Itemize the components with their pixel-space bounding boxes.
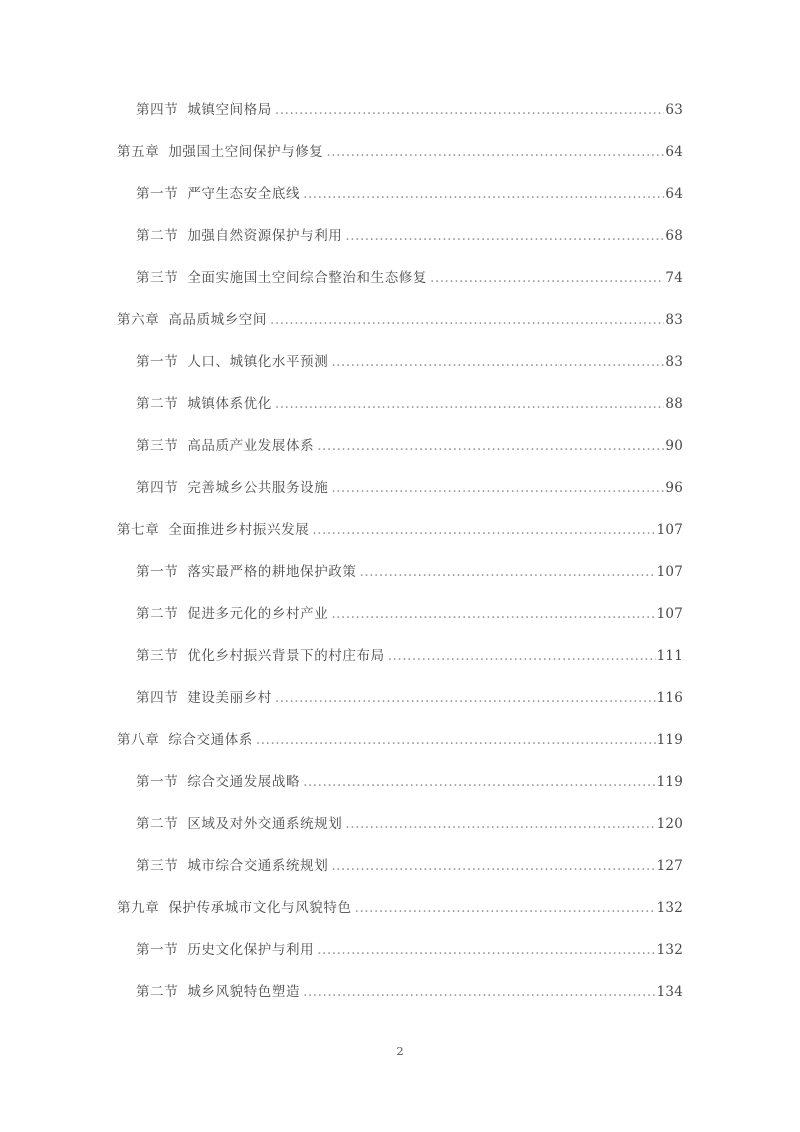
toc-entry-page-number: 68 xyxy=(665,228,683,244)
toc-entry-text xyxy=(136,938,314,958)
toc-entry-text xyxy=(136,224,342,244)
toc-entry-label: 第二节 xyxy=(136,984,179,1000)
toc-entry-page-number: 83 xyxy=(665,354,683,370)
toc-dot-leader xyxy=(275,692,656,706)
toc-entry-text xyxy=(117,308,267,328)
toc-entry-title: 城市综合交通系统规划 xyxy=(187,858,329,874)
toc-entry-label: 第九章 xyxy=(117,900,160,916)
toc-chapter-entry[interactable] xyxy=(117,728,683,770)
toc-dot-leader xyxy=(317,944,655,958)
toc-entry-page-number: 119 xyxy=(656,732,683,748)
toc-dot-leader xyxy=(317,440,664,454)
toc-section-entry[interactable] xyxy=(117,854,683,896)
toc-entry-text xyxy=(136,434,314,454)
toc-dot-leader xyxy=(331,860,655,874)
toc-entry-text xyxy=(136,560,357,580)
toc-section-entry[interactable] xyxy=(117,434,683,476)
toc-entry-page-number: 64 xyxy=(665,144,683,160)
toc-entry-label: 第三节 xyxy=(136,648,179,664)
toc-section-entry[interactable] xyxy=(117,392,683,434)
toc-dot-leader xyxy=(303,776,656,790)
toc-entry-label: 第二节 xyxy=(136,228,179,244)
toc-entry-title: 建设美丽乡村 xyxy=(187,690,272,706)
toc-entry-page-number: 111 xyxy=(656,648,683,664)
toc-entry-title: 城镇体系优化 xyxy=(187,396,272,412)
toc-section-entry[interactable] xyxy=(117,686,683,728)
toc-entry-text xyxy=(117,140,323,160)
toc-entry-label: 第一节 xyxy=(136,774,179,790)
toc-entry-text xyxy=(136,98,272,118)
toc-entry-title: 保护传承城市文化与风貌特色 xyxy=(168,900,352,916)
toc-entry-page-number: 107 xyxy=(656,564,683,580)
toc-entry-title: 历史文化保护与利用 xyxy=(187,942,315,958)
toc-section-entry[interactable] xyxy=(117,98,683,140)
toc-dot-leader xyxy=(275,104,664,118)
toc-entry-title: 城镇空间格局 xyxy=(187,102,272,118)
toc-dot-leader xyxy=(303,986,656,1000)
toc-entry-page-number: 120 xyxy=(656,816,683,832)
toc-dot-leader xyxy=(430,272,664,286)
toc-dot-leader xyxy=(355,902,656,916)
toc-entry-label: 第六章 xyxy=(117,312,160,328)
toc-dot-leader xyxy=(256,734,656,748)
toc-entry-title: 高品质城乡空间 xyxy=(168,312,268,328)
toc-entry-text xyxy=(136,812,342,832)
toc-entry-page-number: 127 xyxy=(656,858,683,874)
toc-entry-page-number: 63 xyxy=(665,102,683,118)
toc-dot-leader xyxy=(388,650,656,664)
table-of-contents xyxy=(117,98,683,1022)
toc-section-entry[interactable] xyxy=(117,266,683,308)
toc-entry-page-number: 132 xyxy=(656,900,683,916)
toc-entry-page-number: 96 xyxy=(665,480,683,496)
toc-section-entry[interactable] xyxy=(117,938,683,980)
toc-entry-title: 综合交通体系 xyxy=(168,732,253,748)
toc-entry-title: 严守生态安全底线 xyxy=(187,186,301,202)
toc-entry-text xyxy=(136,644,385,664)
toc-entry-page-number: 134 xyxy=(656,984,683,1000)
toc-section-entry[interactable] xyxy=(117,770,683,812)
toc-entry-page-number: 64 xyxy=(665,186,683,202)
toc-entry-text xyxy=(136,980,300,1000)
toc-entry-label: 第一节 xyxy=(136,564,179,580)
toc-dot-leader xyxy=(270,314,664,328)
toc-entry-text xyxy=(117,728,253,748)
footer-page-number: 2 xyxy=(396,1044,404,1058)
toc-entry-label: 第三节 xyxy=(136,270,179,286)
toc-entry-label: 第一节 xyxy=(136,942,179,958)
toc-entry-title: 高品质产业发展体系 xyxy=(187,438,315,454)
toc-entry-page-number: 83 xyxy=(665,312,683,328)
page-footer xyxy=(0,1044,800,1058)
toc-entry-label: 第四节 xyxy=(136,480,179,496)
toc-entry-title: 促进多元化的乡村产业 xyxy=(187,606,329,622)
toc-entry-label: 第三节 xyxy=(136,858,179,874)
toc-dot-leader xyxy=(303,188,664,202)
toc-dot-leader xyxy=(331,482,664,496)
toc-entry-title: 区域及对外交通系统规划 xyxy=(187,816,343,832)
toc-entry-title: 全面实施国土空间综合整治和生态修复 xyxy=(187,270,428,286)
toc-entry-title: 优化乡村振兴背景下的村庄布局 xyxy=(187,648,385,664)
toc-entry-text xyxy=(136,476,328,496)
toc-section-entry[interactable] xyxy=(117,350,683,392)
toc-entry-label: 第二节 xyxy=(136,396,179,412)
toc-entry-page-number: 74 xyxy=(665,270,683,286)
toc-entry-page-number: 116 xyxy=(656,690,683,706)
toc-entry-text xyxy=(117,518,309,538)
toc-entry-label: 第三节 xyxy=(136,438,179,454)
toc-entry-label: 第一节 xyxy=(136,354,179,370)
toc-entry-title: 完善城乡公共服务设施 xyxy=(187,480,329,496)
toc-entry-title: 综合交通发展战略 xyxy=(187,774,301,790)
toc-entry-title: 加强自然资源保护与利用 xyxy=(187,228,343,244)
toc-chapter-entry[interactable] xyxy=(117,896,683,938)
toc-section-entry[interactable] xyxy=(117,224,683,266)
toc-entry-label: 第五章 xyxy=(117,144,160,160)
toc-dot-leader xyxy=(312,524,655,538)
toc-dot-leader xyxy=(331,356,664,370)
toc-entry-label: 第四节 xyxy=(136,102,179,118)
toc-chapter-entry[interactable] xyxy=(117,308,683,350)
toc-entry-title: 人口、城镇化水平预测 xyxy=(187,354,329,370)
toc-chapter-entry[interactable] xyxy=(117,518,683,560)
toc-entry-page-number: 88 xyxy=(665,396,683,412)
toc-entry-text xyxy=(136,854,328,874)
toc-entry-title: 城乡风貌特色塑造 xyxy=(187,984,301,1000)
toc-section-entry[interactable] xyxy=(117,182,683,224)
toc-entry-text xyxy=(136,392,272,412)
toc-entry-page-number: 107 xyxy=(656,606,683,622)
toc-entry-label: 第一节 xyxy=(136,186,179,202)
toc-entry-title: 加强国土空间保护与修复 xyxy=(168,144,324,160)
toc-chapter-entry[interactable] xyxy=(117,140,683,182)
toc-entry-label: 第二节 xyxy=(136,816,179,832)
toc-entry-label: 第四节 xyxy=(136,690,179,706)
toc-dot-leader xyxy=(345,818,655,832)
toc-entry-label: 第八章 xyxy=(117,732,160,748)
toc-dot-leader xyxy=(275,398,664,412)
toc-entry-text xyxy=(136,770,300,790)
toc-section-entry[interactable] xyxy=(117,602,683,644)
toc-entry-page-number: 119 xyxy=(656,774,683,790)
toc-entry-page-number: 90 xyxy=(665,438,683,454)
toc-entry-text xyxy=(136,266,427,286)
toc-section-entry[interactable] xyxy=(117,980,683,1022)
toc-entry-text xyxy=(136,182,300,202)
toc-dot-leader xyxy=(345,230,664,244)
toc-dot-leader xyxy=(326,146,664,160)
toc-entry-text xyxy=(136,602,328,622)
toc-section-entry[interactable] xyxy=(117,812,683,854)
toc-section-entry[interactable] xyxy=(117,476,683,518)
toc-entry-page-number: 107 xyxy=(656,522,683,538)
toc-entry-text xyxy=(117,896,352,916)
toc-section-entry[interactable] xyxy=(117,560,683,602)
toc-dot-leader xyxy=(360,566,656,580)
toc-entry-text xyxy=(136,350,328,370)
toc-entry-title: 落实最严格的耕地保护政策 xyxy=(187,564,357,580)
toc-section-entry[interactable] xyxy=(117,644,683,686)
toc-entry-label: 第二节 xyxy=(136,606,179,622)
toc-entry-label: 第七章 xyxy=(117,522,160,538)
toc-entry-page-number: 132 xyxy=(656,942,683,958)
toc-entry-title: 全面推进乡村振兴发展 xyxy=(168,522,310,538)
toc-dot-leader xyxy=(331,608,655,622)
toc-entry-text xyxy=(136,686,272,706)
